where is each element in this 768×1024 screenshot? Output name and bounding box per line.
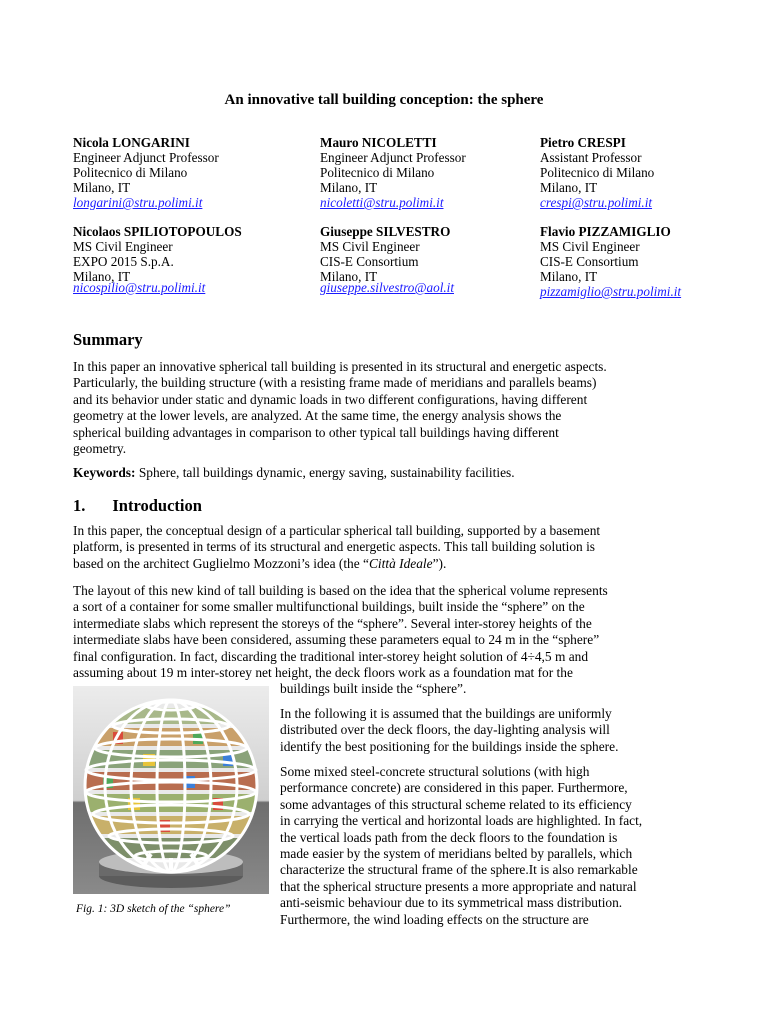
author-block [540, 224, 681, 299]
text-line: anti-seismic behaviour due to its symmetrical mass distribution. [280, 895, 623, 911]
author-name: Nicola LONGARINI [73, 135, 190, 150]
text-line: final configuration. In fact, discarding the traditional inter-storey height solution of 4÷4,5 m and [73, 648, 589, 664]
author-role: Assistant Professor [540, 150, 642, 165]
intro-paragraph-3 [280, 706, 693, 755]
author-city: Milano, IT [320, 269, 378, 284]
author-block [73, 135, 219, 210]
sphere-illustration [73, 686, 269, 894]
text-line: distributed over the deck floors, the day-lighting analysis will [280, 722, 610, 738]
text-line: identify the best positioning for the buildings inside the sphere. [280, 738, 619, 754]
author-name: Giuseppe SILVESTRO [320, 224, 451, 239]
text-line: In this paper, the conceptual design of a particular spherical tall building, supported by a basement [73, 523, 601, 538]
text-span: based on the architect Guglielmo Mozzoni’s idea (the “ [73, 555, 369, 571]
author-city: Milano, IT [320, 180, 378, 195]
text-line: performance concrete) are considered in this paper. Furthermore, [280, 780, 628, 796]
section-number: 1. [73, 496, 86, 515]
text-line: platform, is presented in terms of its structural and energetic aspects. This tall building solution is [73, 539, 596, 555]
text-line: geometry at the lower levels, are analyzed. At the same time, the energy analysis shows the [73, 408, 562, 424]
text-line: characterize the structural frame of the sphere.It is also remarkable [280, 862, 638, 878]
author-block [320, 224, 454, 295]
author-name: Flavio PIZZAMIGLIO [540, 224, 671, 239]
author-email-link[interactable]: crespi@stru.polimi.it [540, 195, 653, 210]
intro-paragraph-1 [73, 523, 693, 572]
keywords-line [73, 465, 693, 481]
author-name: Mauro NICOLETTI [320, 135, 437, 150]
paper-title: An innovative tall building conception: the sphere [224, 92, 544, 108]
author-email-link[interactable]: pizzamiglio@stru.polimi.it [540, 284, 682, 299]
text-line: a sort of a container for some smaller multifunctional buildings, built inside the “sphere” on the [73, 599, 585, 615]
text-line: Furthermore, the wind loading effects on the structure are [280, 911, 589, 927]
text-line: that the spherical structure presents a more appropriate and natural [280, 878, 637, 894]
author-org: CIS-E Consortium [540, 254, 639, 269]
intro-paragraph-4 [280, 764, 693, 928]
author-name: Pietro CRESPI [540, 135, 626, 150]
author-role: Engineer Adjunct Professor [320, 150, 466, 165]
author-city: Milano, IT [73, 180, 131, 195]
author-org: EXPO 2015 S.p.A. [73, 254, 174, 269]
text-line: In this paper an innovative spherical tall building is presented in its structural and energetic aspects. [73, 359, 607, 374]
sphere-3d-sketch-figure [73, 686, 269, 894]
text-line: in carrying the vertical and horizontal loads are highlighted. In fact, [280, 813, 643, 829]
keywords-text: Sphere, tall buildings dynamic, energy saving, sustainability facilities. [135, 465, 515, 480]
author-role: MS Civil Engineer [540, 239, 640, 254]
text-line [73, 556, 693, 572]
intro-paragraph-2 [73, 583, 693, 681]
author-email-link[interactable]: nicoletti@stru.polimi.it [320, 195, 444, 210]
author-city: Milano, IT [540, 269, 598, 284]
author-block [73, 224, 242, 295]
author-block [540, 135, 654, 210]
author-org: Politecnico di Milano [320, 165, 435, 180]
text-span: ”). [432, 555, 447, 571]
text-line: In the following it is assumed that the buildings are uniformly [280, 706, 612, 721]
author-email-link[interactable]: longarini@stru.polimi.it [73, 195, 203, 210]
author-org: CIS-E Consortium [320, 254, 419, 269]
author-city: Milano, IT [73, 269, 131, 284]
author-role: Engineer Adjunct Professor [73, 150, 219, 165]
text-line: made easier by the system of meridians belted by parallels, which [280, 846, 633, 862]
keywords-label: Keywords: [73, 465, 136, 480]
text-line: some advantages of this structural scheme related to its efficiency [280, 796, 632, 812]
author-city: Milano, IT [540, 180, 598, 195]
intro-paragraph-2-wrap: buildings built inside the “sphere”. [280, 681, 467, 696]
author-org: Politecnico di Milano [73, 165, 188, 180]
text-line: spherical building advantages in comparison to other typical tall buildings having different [73, 424, 559, 440]
section-heading-introduction [73, 496, 202, 516]
author-org: Politecnico di Milano [540, 165, 655, 180]
text-line: intermediate slabs which represent the storeys of the “sphere”. Several inter-storey heights of the [73, 615, 592, 631]
italic-term: Città Ideale [368, 555, 433, 571]
author-role: MS Civil Engineer [320, 239, 420, 254]
author-role: MS Civil Engineer [73, 239, 173, 254]
text-line: the vertical loads path from the deck floors to the foundation is [280, 829, 618, 845]
text-line: Particularly, the building structure (with a resisting frame made of meridians and parallels beams) [73, 375, 597, 391]
author-block [320, 135, 466, 210]
author-email-link[interactable]: nicospilio@stru.polimi.it [73, 280, 206, 295]
figure-caption: Fig. 1: 3D sketch of the “sphere” [76, 903, 231, 915]
text-line: Some mixed steel-concrete structural solutions (with high [280, 764, 590, 779]
author-name: Nicolaos SPILIOTOPOULOS [73, 224, 242, 239]
text-line: geometry. [73, 441, 127, 457]
section-title: Introduction [112, 496, 202, 515]
text-line: intermediate slabs have been considered, assuming these parameters equal to 24 m in the “sphere” [73, 632, 600, 648]
summary-paragraph [73, 359, 693, 457]
author-email-link[interactable]: giuseppe.silvestro@aol.it [320, 280, 454, 295]
section-heading-summary: Summary [73, 330, 143, 349]
text-line: and its behavior under static and dynamic loads in two different configurations, having different [73, 391, 588, 407]
text-line: assuming about 19 m inter-storey net height, the deck floors work as a foundation mat for the [73, 665, 573, 681]
text-line: The layout of this new kind of tall building is based on the idea that the spherical volume represents [73, 583, 608, 598]
